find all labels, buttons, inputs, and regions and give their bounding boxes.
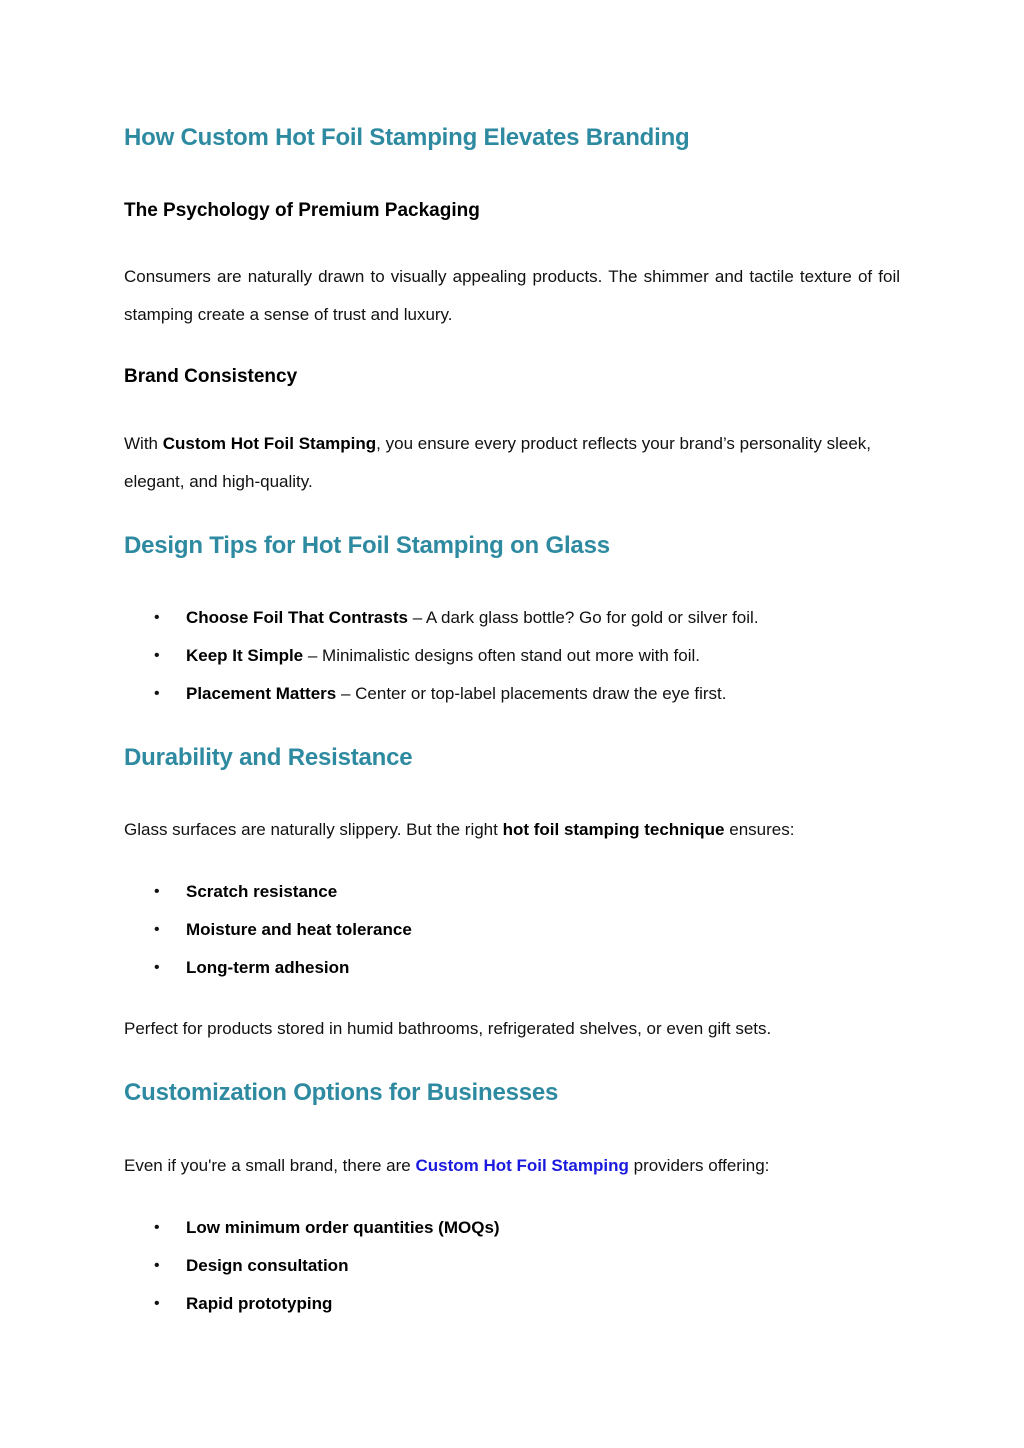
bullet-icon: • (154, 647, 160, 664)
bullet-icon: • (154, 883, 160, 900)
customization-item: Low minimum order quantities (MOQs) (186, 1218, 500, 1237)
customization-item: Design consultation (186, 1256, 349, 1275)
customization-intro-after: providers offering: (628, 1156, 770, 1175)
bullet-icon: • (154, 921, 160, 938)
durability-item: Scratch resistance (186, 882, 338, 901)
design-tips-list (124, 599, 759, 713)
durability-intro-bold: hot foil stamping technique (502, 820, 725, 839)
list-item (124, 949, 412, 987)
customization-list (124, 1209, 500, 1323)
durability-item: Long-term adhesion (186, 958, 350, 977)
tip-bold: Choose Foil That Contrasts (186, 608, 408, 627)
tip-text: – A dark glass bottle? Go for gold or silver foil. (407, 608, 759, 627)
list-item (124, 599, 759, 637)
list-item (124, 637, 759, 675)
customization-item: Rapid prototyping (186, 1294, 333, 1313)
list-item (124, 873, 412, 911)
bullet-icon: • (154, 685, 160, 702)
consistency-text-before: With (124, 434, 163, 453)
list-item (124, 911, 412, 949)
bullet-icon: • (154, 959, 160, 976)
consistency-text-after: , you ensure every product reflects your brand’s personality sleek, elegant, and high-quality. (124, 434, 871, 491)
subheading-consistency: Brand Consistency (124, 366, 298, 387)
durability-list (124, 873, 412, 987)
bullet-icon: • (154, 1257, 160, 1274)
bullet-icon: • (154, 1295, 160, 1312)
customization-intro-before: Even if you're a small brand, there are (124, 1156, 416, 1175)
list-item (124, 1247, 500, 1285)
list-item (124, 1285, 500, 1323)
tip-text: – Center or top-label placements draw the eye first. (336, 684, 727, 703)
custom-hot-foil-stamping-link[interactable]: Custom Hot Foil Stamping (415, 1156, 629, 1175)
durability-item: Moisture and heat tolerance (186, 920, 412, 939)
list-item (124, 1209, 500, 1247)
consistency-bold: Custom Hot Foil Stamping (162, 434, 377, 453)
bullet-icon: • (154, 609, 160, 626)
durability-intro-after: ensures: (724, 820, 795, 839)
subheading-psychology: The Psychology of Premium Packaging (124, 200, 480, 221)
durability-intro-before: Glass surfaces are naturally slippery. But the right (124, 820, 503, 839)
paragraph-durability-closing: Perfect for products stored in humid bathrooms, refrigerated shelves, or even gift sets. (124, 1019, 772, 1038)
heading-branding: How Custom Hot Foil Stamping Elevates Branding (124, 124, 690, 151)
heading-durability: Durability and Resistance (124, 744, 413, 771)
heading-design-tips: Design Tips for Hot Foil Stamping on Glass (124, 532, 610, 559)
tip-bold: Keep It Simple (186, 646, 304, 665)
tip-bold: Placement Matters (186, 684, 337, 703)
heading-customization: Customization Options for Businesses (124, 1079, 559, 1106)
list-item (124, 675, 759, 713)
bullet-icon: • (154, 1219, 160, 1236)
tip-text: – Minimalistic designs often stand out more with foil. (303, 646, 700, 665)
paragraph-psychology: Consumers are naturally drawn to visually appealing products. The shimmer and tactile texture of foil stamping create a sense of trust and luxury. (124, 267, 900, 324)
paragraph-customization-intro (124, 1147, 900, 1185)
paragraph-durability-intro (124, 811, 900, 849)
paragraph-consistency (124, 425, 900, 501)
